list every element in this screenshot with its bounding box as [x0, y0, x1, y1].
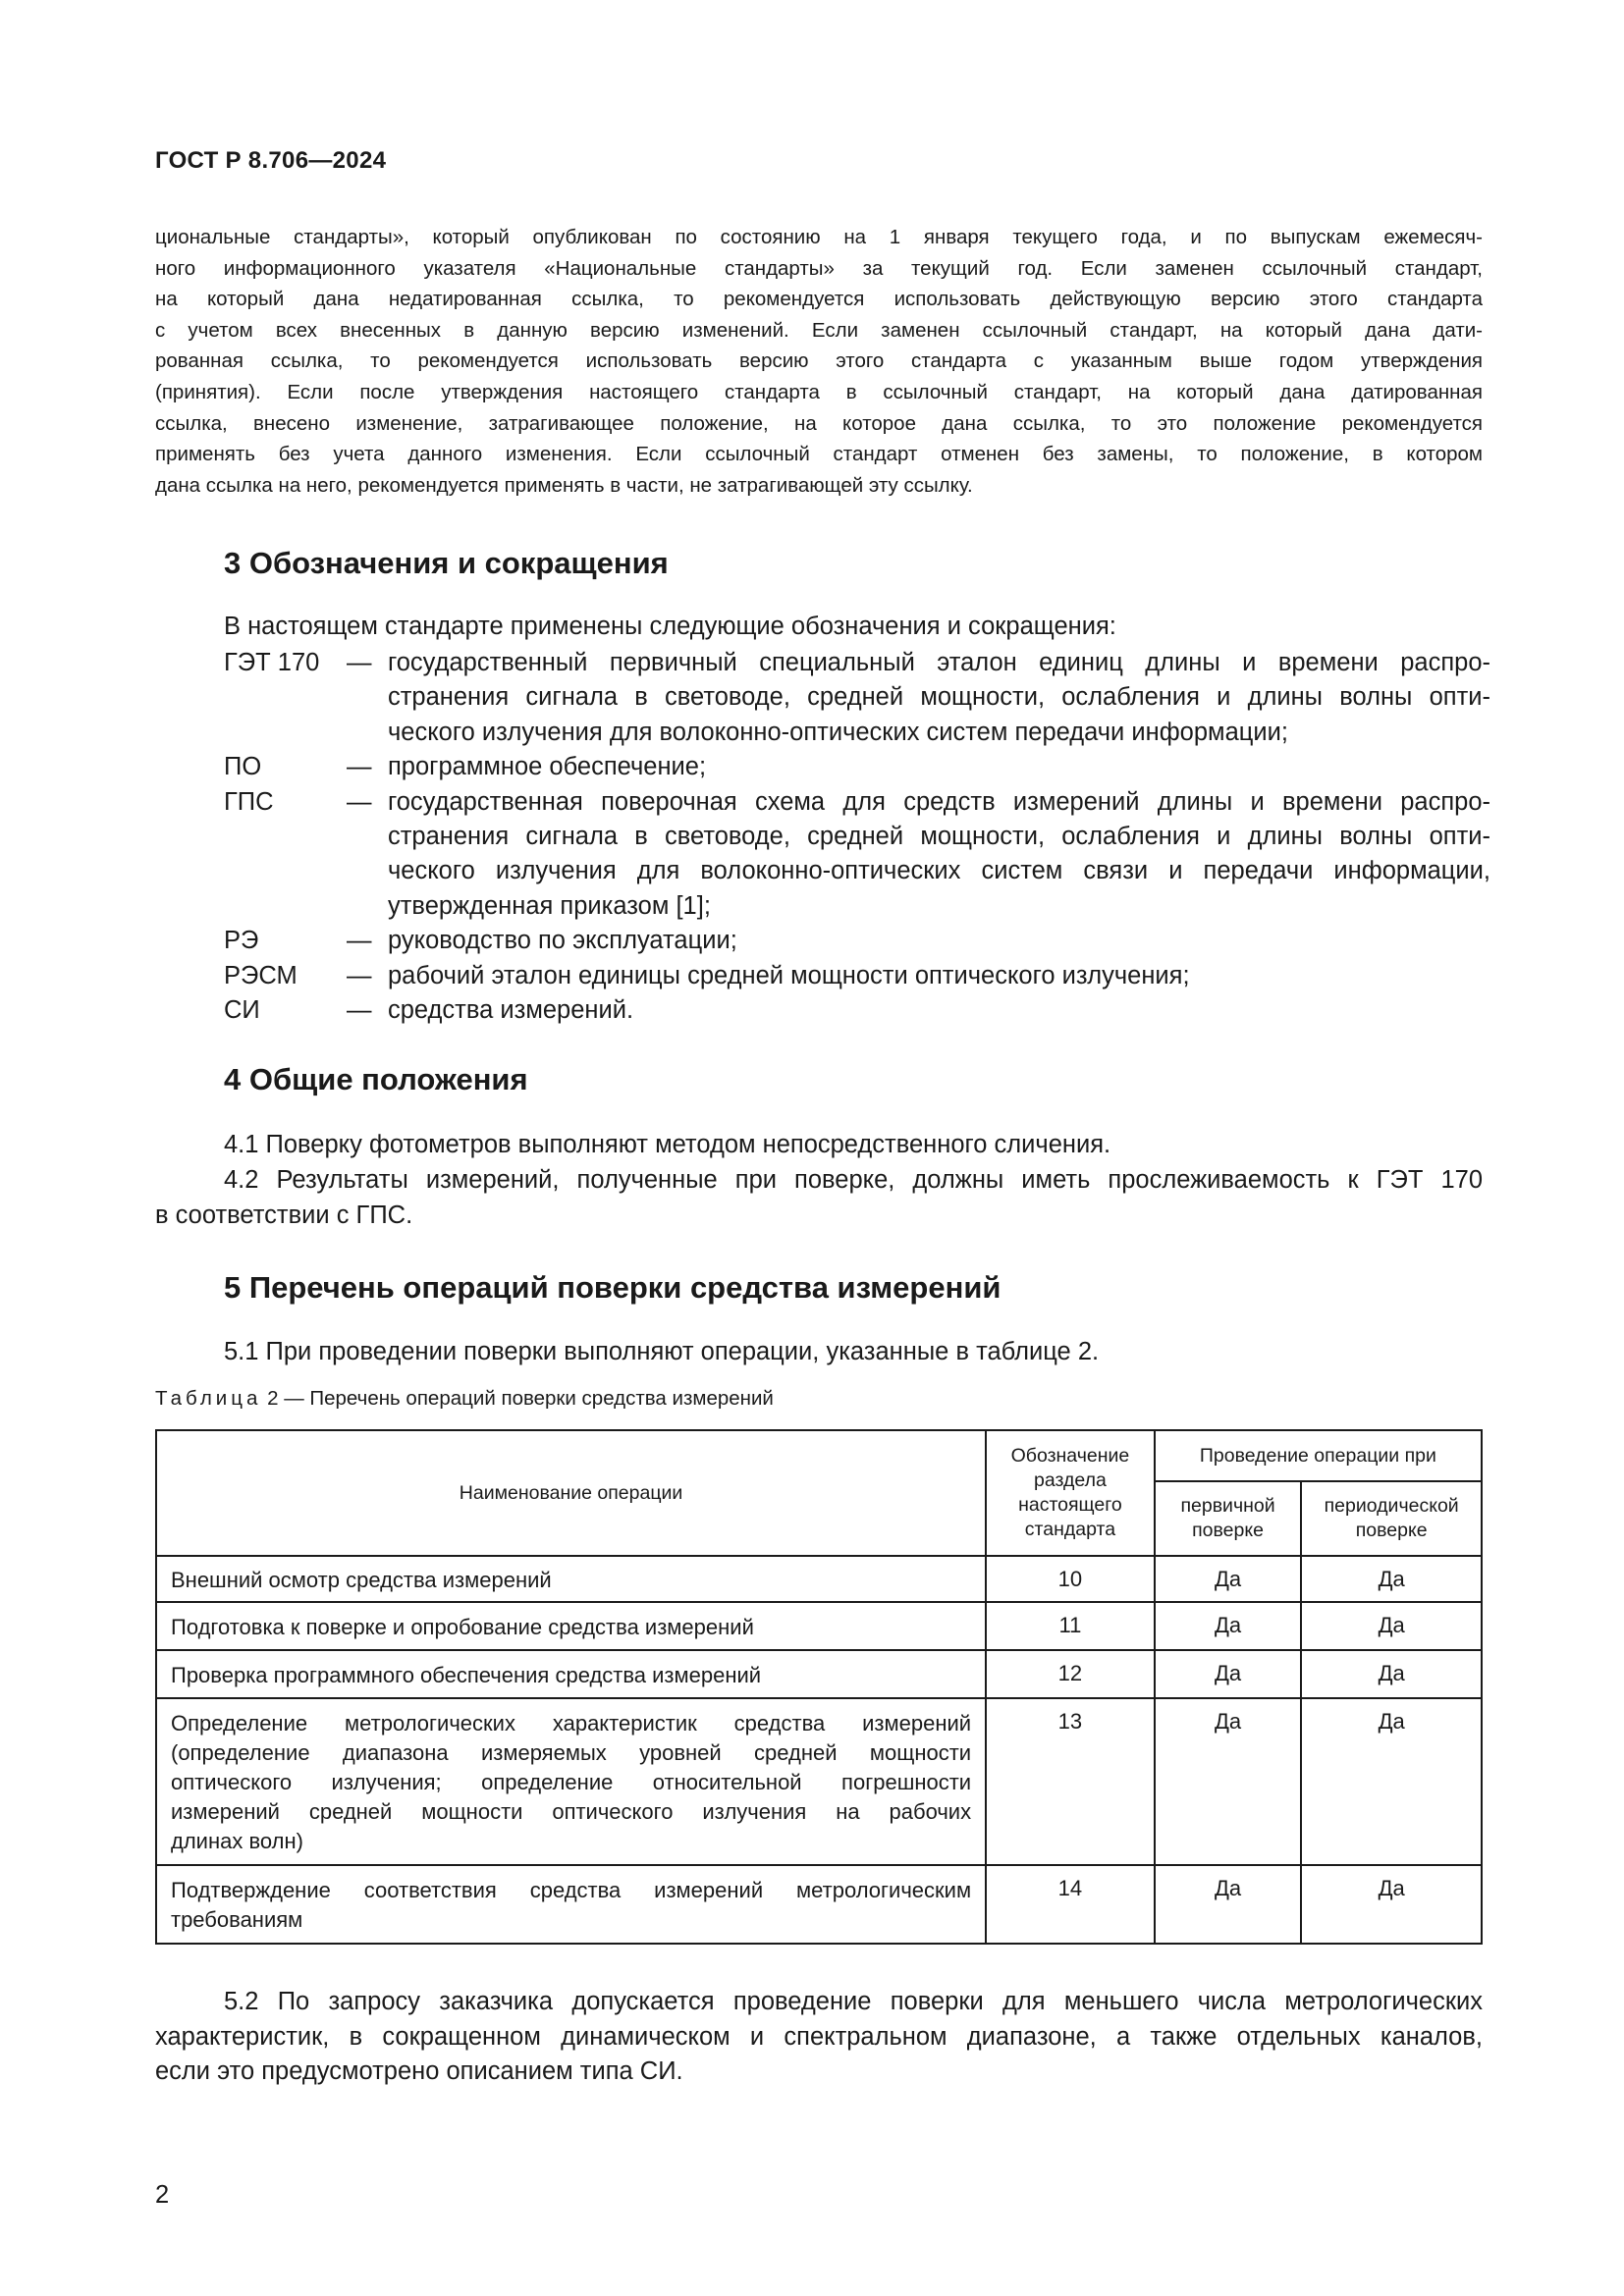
abbreviation-item [224, 959, 1490, 993]
text-line: на который дана недатированная ссылка, то рекомендуется использовать действующую версию этого стандарта [155, 288, 1483, 311]
header-label: Наименование операции [459, 1481, 683, 1504]
periodic-value: Да [1301, 1602, 1482, 1650]
abbreviation-definition [388, 924, 1490, 958]
operation-name [156, 1650, 986, 1698]
table-row [156, 1556, 1482, 1602]
text-line: Внешний осмотр средства измерений [171, 1567, 552, 1592]
text-line: ческого излучения для волоконно-оптических систем передачи информации; [388, 718, 1288, 746]
operation-name [156, 1698, 986, 1865]
abbreviation-definition [388, 959, 1490, 993]
page-number: 2 [155, 2181, 170, 2209]
text-line: ческого излучения для волоконно-оптических систем связи и передачи информации, [388, 857, 1490, 885]
text-line: 4.2 Результаты измерений, полученные при поверке, должны иметь прослеживаемость к ГЭТ 170 [224, 1166, 1483, 1194]
abbreviation-definition [388, 993, 1490, 1028]
abbreviation-term: РЭСМ [224, 961, 298, 989]
operations-table [155, 1429, 1483, 1945]
dash: — [347, 787, 372, 816]
abbreviation-item [224, 993, 1490, 1028]
text-line: руководство по эксплуатации; [388, 927, 737, 955]
header-label: настоящего [1018, 1494, 1122, 1516]
operation-name [156, 1865, 986, 1944]
abbreviation-item [224, 750, 1490, 784]
periodic-value: Да [1301, 1650, 1482, 1698]
text-line: Проверка программного обеспечения средства измерений [171, 1662, 762, 1687]
text-line: Определение метрологических характеристик средства измерений [171, 1711, 972, 1735]
table-row [156, 1602, 1482, 1650]
text-line: 5.2 По запросу заказчика допускается проведение поверки для меньшего числа метрологических [224, 1988, 1483, 2015]
abbreviation-definition [388, 785, 1490, 925]
header-label: поверке [1192, 1520, 1264, 1541]
primary-value: Да [1155, 1698, 1302, 1865]
abbreviation-term: СИ [224, 996, 260, 1025]
text-line: средства измерений. [388, 996, 634, 1025]
text-line: странения сигнала в световоде, средней мощности, ослабления и длины волны опти- [388, 683, 1490, 712]
text-line: государственная поверочная схема для средств измерений длины и времени распро- [388, 787, 1490, 816]
dash: — [347, 649, 372, 676]
paragraph-4-1: 4.1 Поверку фотометров выполняют методом непосредственного сличения. [224, 1131, 1111, 1158]
section-ref: 13 [986, 1698, 1155, 1865]
abbreviations-list [224, 646, 1490, 1028]
text-line: ссылка, внесено изменение, затрагивающее положение, на которое дана ссылка, то это положение рекомендуется [155, 411, 1483, 435]
text-line: если это предусмотрено описанием типа СИ. [155, 2057, 683, 2085]
operation-name [156, 1556, 986, 1602]
primary-value: Да [1155, 1556, 1302, 1602]
dash: — [347, 961, 372, 989]
standard-header: ГОСТ Р 8.706—2024 [155, 147, 387, 174]
primary-value: Да [1155, 1650, 1302, 1698]
text-line: применять без учета данного изменения. Если ссылочный стандарт отменен без замены, то положение, в котором [155, 443, 1483, 466]
abbreviation-term: РЭ [224, 927, 259, 955]
header-operation-name [156, 1430, 986, 1556]
section-ref: 12 [986, 1650, 1155, 1698]
text-line: ного информационного указателя «Национальные стандарты» за текущий год. Если заменен ссылочный стандарт, [155, 256, 1483, 280]
text-line: Подготовка к поверке и опробование средства измерений [171, 1614, 754, 1639]
paragraph-5-2 [155, 1985, 1483, 2090]
table-caption-text: 2 — Перечень операций поверки средства измерений [267, 1387, 774, 1410]
text-line: утвержденная приказом [1]; [388, 891, 711, 920]
text-line: с учетом всех внесенных в данную версию изменений. Если заменен ссылочный стандарт, на который дана дати- [155, 318, 1483, 342]
paragraph-5-1: 5.1 При проведении поверки выполняют операции, указанные в таблице 2. [224, 1338, 1100, 1365]
table-caption-word: Таблица [155, 1387, 262, 1410]
section-3-heading: 3 Обозначения и сокращения [224, 546, 669, 580]
dash: — [347, 996, 372, 1025]
abbreviation-item [224, 785, 1490, 925]
text-line: длинах волн) [171, 1829, 303, 1853]
text-line: программное обеспечение; [388, 753, 707, 781]
section-ref: 11 [986, 1602, 1155, 1650]
section-4-heading: 4 Общие положения [224, 1062, 528, 1096]
header-label: раздела [1034, 1469, 1107, 1491]
header-primary [1155, 1481, 1302, 1556]
primary-value: Да [1155, 1865, 1302, 1944]
text-line: оптического излучения; определение относительной погрешности [171, 1770, 972, 1794]
dash: — [347, 753, 372, 781]
header-label: поверке [1355, 1520, 1428, 1541]
operation-name [156, 1602, 986, 1650]
table-row [156, 1650, 1482, 1698]
header-label: Проведение операции при [1199, 1444, 1436, 1467]
text-line: в соответствии с ГПС. [155, 1201, 413, 1229]
abbreviation-term: ПО [224, 753, 262, 781]
text-line: странения сигнала в световоде, средней мощности, ослабления и длины волны опти- [388, 823, 1490, 851]
section-ref: 14 [986, 1865, 1155, 1944]
text-line: (принятия). Если после утверждения настоящего стандарта в ссылочный стандарт, на который дана датированная [155, 380, 1483, 403]
text-line: измерений средней мощности оптического излучения на рабочих [171, 1799, 972, 1824]
dash: — [347, 927, 372, 955]
primary-value: Да [1155, 1602, 1302, 1650]
section-ref: 10 [986, 1556, 1155, 1602]
abbreviation-definition [388, 750, 1490, 784]
periodic-value: Да [1301, 1865, 1482, 1944]
paragraph-4-2 [155, 1163, 1483, 1233]
abbreviation-term: ГПС [224, 787, 274, 816]
abbreviation-definition [388, 646, 1490, 750]
periodic-value: Да [1301, 1698, 1482, 1865]
abbreviation-item [224, 924, 1490, 958]
text-line: (определение диапазона измеряемых уровней средней мощности [171, 1740, 972, 1765]
abbreviation-term: ГЭТ 170 [224, 649, 320, 676]
text-line: Подтверждение соответствия средства измерений метрологическим [171, 1878, 972, 1902]
section-5-heading: 5 Перечень операций поверки средства измерений [224, 1270, 1001, 1305]
table-row [156, 1698, 1482, 1865]
text-line: рабочий эталон единицы средней мощности оптического излучения; [388, 961, 1190, 989]
text-line: государственный первичный специальный эталон единиц длины и времени распро- [388, 649, 1490, 676]
section-3-lead: В настоящем стандарте применены следующие обозначения и сокращения: [224, 613, 1116, 640]
header-periodic [1301, 1481, 1482, 1556]
intro-paragraph [155, 222, 1483, 501]
header-designation [986, 1430, 1155, 1556]
header-label: стандарта [1024, 1519, 1116, 1540]
periodic-value: Да [1301, 1556, 1482, 1602]
text-line: дана ссылка на него, рекомендуется применять в части, не затрагивающей эту ссылку. [155, 473, 973, 497]
header-conducting-group [1155, 1430, 1482, 1481]
text-line: требованиям [171, 1907, 303, 1932]
header-label: первичной [1180, 1495, 1275, 1517]
table-row [156, 1865, 1482, 1944]
header-label: периодической [1324, 1495, 1459, 1517]
abbreviation-item [224, 646, 1490, 750]
table-caption [155, 1387, 774, 1411]
text-line: характеристик, в сокращенном динамическом и спектральном диапазоне, а также отдельных каналов, [155, 2022, 1483, 2051]
header-label: Обозначение [1010, 1445, 1130, 1467]
text-line: рованная ссылка, то рекомендуется использовать версию этого стандарта с указанным выше годом утверждения [155, 349, 1483, 373]
text-line: циональные стандарты», который опубликован по состоянию на 1 января текущего года, и по выпускам ежемесяч- [155, 226, 1483, 248]
